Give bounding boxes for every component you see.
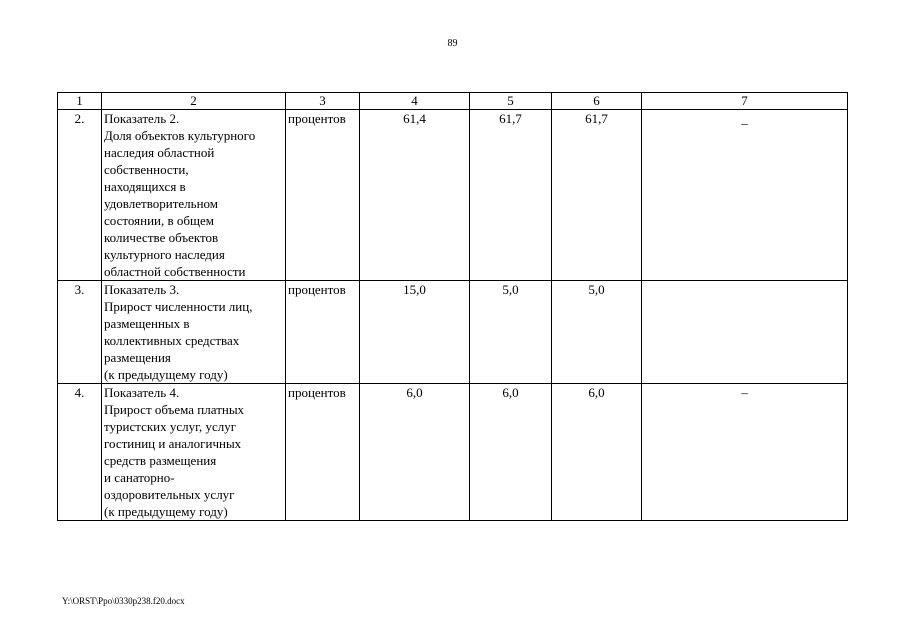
indicator-name-line: состоянии, в общем bbox=[104, 213, 214, 228]
column-header: 3 bbox=[286, 93, 360, 110]
indicator-name-line: культурного наследия bbox=[104, 247, 225, 262]
value-col6: 6,0 bbox=[552, 384, 642, 521]
value-col6: 61,7 bbox=[552, 110, 642, 281]
indicator-name-line: коллективных средствах bbox=[104, 333, 240, 348]
indicators-table bbox=[57, 92, 848, 521]
indicator-name-line: областной собственности bbox=[104, 264, 246, 279]
column-header: 2 bbox=[102, 93, 286, 110]
table-row bbox=[58, 281, 848, 384]
row-number: 4. bbox=[58, 384, 102, 521]
indicator-name-line: Показатель 2. bbox=[104, 111, 180, 126]
indicator-name-line: (к предыдущему году) bbox=[104, 504, 228, 519]
indicator-name-line: размещения bbox=[104, 350, 171, 365]
unit-cell: процентов bbox=[286, 110, 360, 281]
column-header: 5 bbox=[470, 93, 552, 110]
value-col5: 61,7 bbox=[470, 110, 552, 281]
indicator-name-line: Прирост объема платных bbox=[104, 402, 245, 417]
indicator-name bbox=[102, 281, 286, 384]
table-row bbox=[58, 110, 848, 281]
note-cell bbox=[642, 281, 848, 384]
value-col6: 5,0 bbox=[552, 281, 642, 384]
header-row bbox=[58, 93, 848, 110]
indicator-name-line: Показатель 4. bbox=[104, 385, 180, 400]
note-cell: _ bbox=[642, 110, 848, 281]
column-header: 7 bbox=[642, 93, 848, 110]
indicator-name-line: гостиниц и аналогичных bbox=[104, 436, 242, 451]
indicator-name-line: туристских услуг, услуг bbox=[104, 419, 237, 434]
indicator-name-line: оздоровительных услуг bbox=[104, 487, 235, 502]
indicator-name-line: Доля объектов культурного bbox=[104, 128, 256, 143]
page-number: 89 bbox=[447, 38, 458, 49]
indicator-name-line: и санаторно- bbox=[104, 470, 175, 485]
indicator-name bbox=[102, 110, 286, 281]
indicator-name-line: (к предыдущему году) bbox=[104, 367, 228, 382]
value-col5: 6,0 bbox=[470, 384, 552, 521]
column-header: 1 bbox=[58, 93, 102, 110]
value-col4: 15,0 bbox=[360, 281, 470, 384]
column-header: 6 bbox=[552, 93, 642, 110]
indicator-name-line: Прирост численности лиц, bbox=[104, 299, 253, 314]
column-header: 4 bbox=[360, 93, 470, 110]
unit-cell: процентов bbox=[286, 384, 360, 521]
row-number: 3. bbox=[58, 281, 102, 384]
value-col4: 61,4 bbox=[360, 110, 470, 281]
value-col4: 6,0 bbox=[360, 384, 470, 521]
indicator-name-line: Показатель 3. bbox=[104, 282, 180, 297]
indicator-name-line: количестве объектов bbox=[104, 230, 219, 245]
row-number: 2. bbox=[58, 110, 102, 281]
note-cell: – bbox=[642, 384, 848, 521]
indicator-name-line: наследия областной bbox=[104, 145, 215, 160]
indicator-name-line: находящихся в bbox=[104, 179, 186, 194]
value-col5: 5,0 bbox=[470, 281, 552, 384]
table-row bbox=[58, 384, 848, 521]
indicator-name bbox=[102, 384, 286, 521]
indicator-name-line: удовлетворительном bbox=[104, 196, 219, 211]
footer-file-path: Y:\ORST\Ppo\0330p238.f20.docx bbox=[62, 596, 185, 606]
indicator-name-line: размещенных в bbox=[104, 316, 190, 331]
indicator-name-line: средств размещения bbox=[104, 453, 217, 468]
indicator-name-line: собственности, bbox=[104, 162, 189, 177]
unit-cell: процентов bbox=[286, 281, 360, 384]
